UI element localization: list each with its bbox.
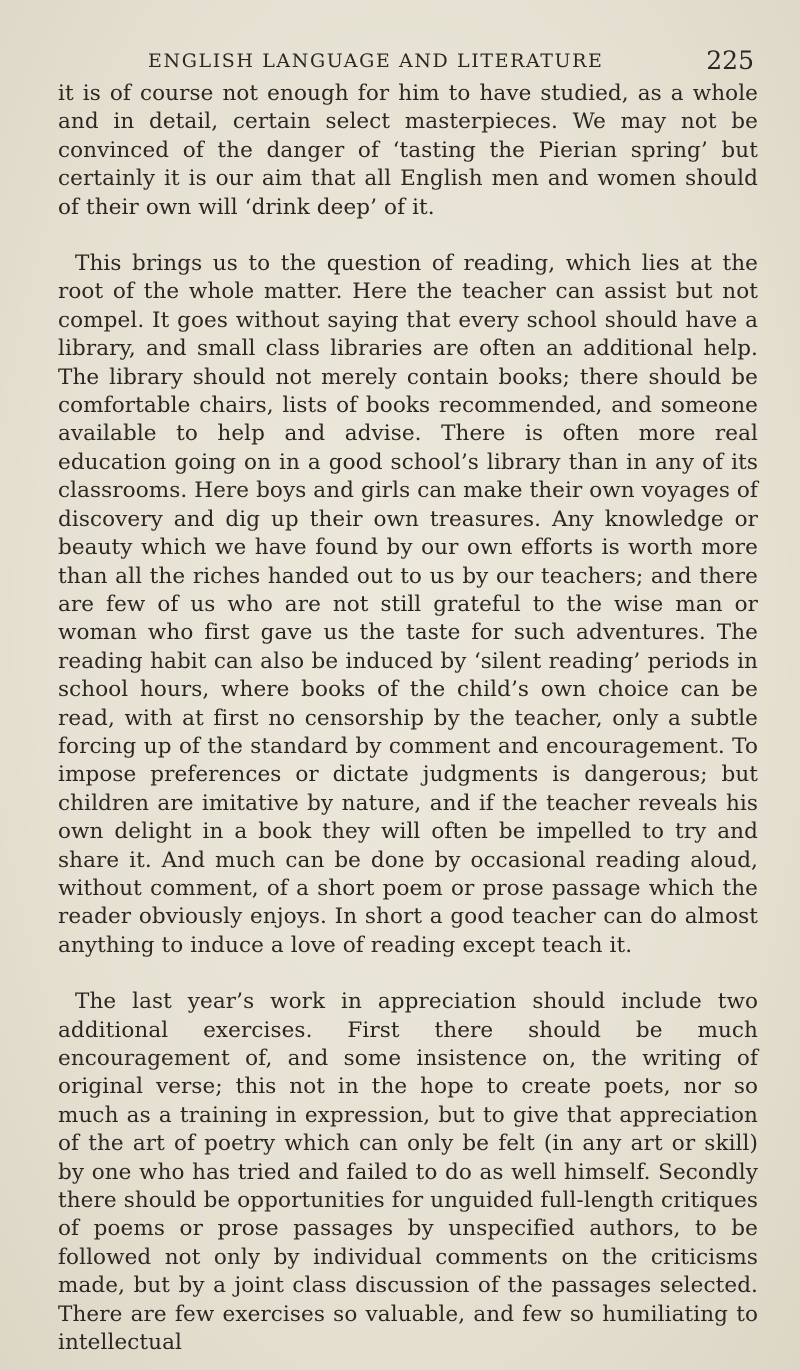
paragraph-continuation: it is of course not enough for him to have studied, as a whole and in detail, certain select masterpieces. We may not be convinced of the danger of ‘tasting the Pierian spring’ but certainly it is our aim that all English men and women should of their own will ‘drink deep’ of it. [58, 81, 758, 220]
page-number: 225 [706, 46, 754, 75]
body-text [58, 80, 758, 1357]
paragraph-last-year: The last year’s work in appreciation should include two additional exercises. First there should be much encouragement of, and some insistence on, the writing of original verse; this not in the hope to create poets, nor so much as a training in expression, but to give that appreciation of the art of poetry which can only be felt (in any art or skill) by one who has tried and failed to do as well himself. Secondly there should be opportunities for unguided full-length critiques of poems or prose passages by unspecified authors, to be followed not only by individual comments on the criticisms made, but by a joint class discussion of the passages selected. There are few exercises so valuable, and few so humiliating to intellectual [58, 989, 758, 1356]
page-header [0, 46, 800, 80]
running-head: ENGLISH LANGUAGE AND LITERATURE [148, 50, 604, 72]
paragraph-reading: This brings us to the question of reading, which lies at the root of the whole matter. Here the teacher can assist but not compel. It goes without saying that every school should have a library, and small class libraries are often an additional help. The library should not merely contain books; there should be comfortable chairs, lists of books recommended, and someone available to help and advise. There is often more real education going on in a good school’s library than in any of its classrooms. Here boys and girls can make their own voyages of discovery and dig up their own treasures. Any knowledge or beauty which we have found by our own efforts is worth more than all the riches handed out to us by our teachers; and there are few of us who are not still grateful to the wise man or woman who first gave us the taste for such adventures. The reading habit can also be induced by ‘silent reading’ periods in school hours, where books of the child’s own choice can be read, with at first no censorship by the teacher, only a subtle forcing up of the standard by comment and encouragement. To impose preferences or dictate judgments is dangerous; but children are imitative by nature, and if the teacher reveals his own delight in a book they will often be impelled to try and share it. And much can be done by occasional reading aloud, without comment, of a short poem or prose passage which the reader obviously enjoys. In short a good teacher can do almost anything to induce a love of reading except teach it. [58, 251, 758, 958]
